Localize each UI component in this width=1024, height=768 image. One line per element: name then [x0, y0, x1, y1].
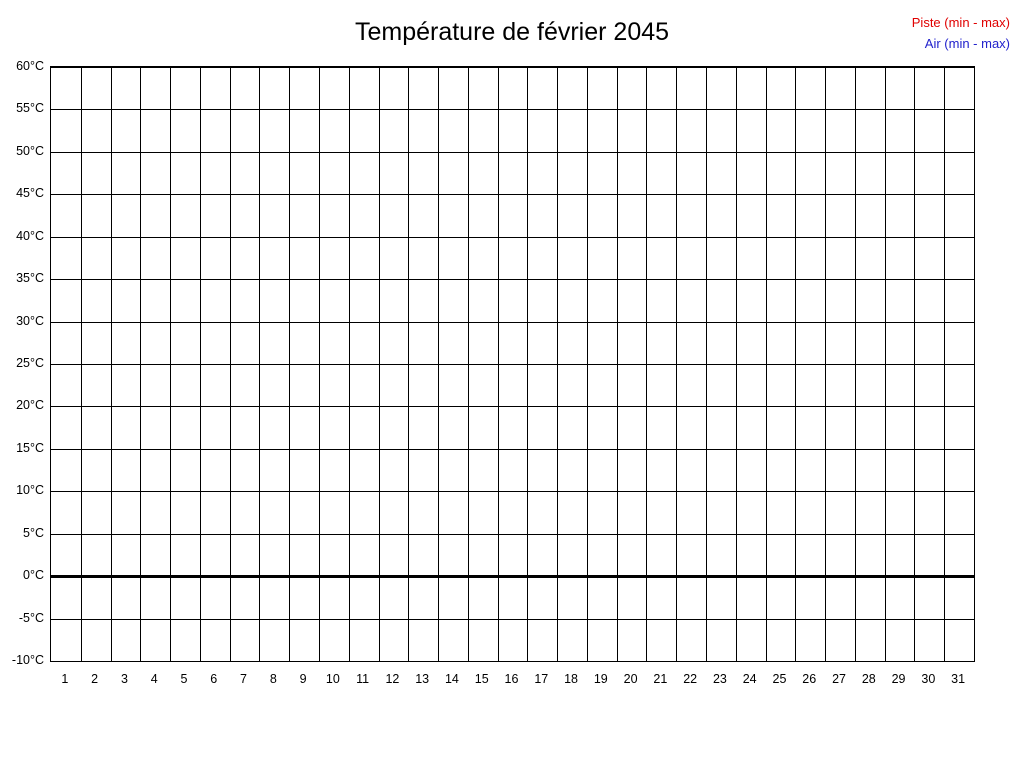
- y-axis-tick-label: 10°C: [16, 483, 44, 498]
- gridline-vertical: [855, 67, 856, 661]
- x-axis-tick-label: 2: [91, 672, 99, 686]
- x-axis-tick-label: 24: [742, 672, 757, 686]
- gridline-vertical: [944, 67, 945, 661]
- chart-title: Température de février 2045: [354, 18, 670, 46]
- x-axis-tick-label: 7: [240, 672, 248, 686]
- gridline-horizontal: [51, 619, 974, 620]
- y-axis-tick-label: 5°C: [23, 525, 44, 540]
- gridline-vertical: [349, 67, 350, 661]
- gridline-vertical: [289, 67, 290, 661]
- x-axis-tick-label: 12: [385, 672, 400, 686]
- gridline-horizontal: [51, 449, 974, 450]
- x-axis-tick-label: 21: [653, 672, 668, 686]
- x-axis-tick-label: 15: [474, 672, 489, 686]
- gridline-vertical: [319, 67, 320, 661]
- gridline-vertical: [408, 67, 409, 661]
- gridline-vertical: [557, 67, 558, 661]
- x-axis-tick-label: 4: [150, 672, 158, 686]
- y-axis-tick-label: 55°C: [16, 101, 44, 116]
- x-axis-tick-label: 30: [921, 672, 936, 686]
- gridline-vertical: [438, 67, 439, 661]
- gridline-vertical: [527, 67, 528, 661]
- x-axis-tick-label: 18: [564, 672, 578, 686]
- x-axis-tick-label: 26: [802, 672, 817, 686]
- gridline-vertical: [766, 67, 767, 661]
- gridline-vertical: [825, 67, 826, 661]
- y-axis-tick-label: 20°C: [16, 398, 44, 413]
- gridline-horizontal: [51, 237, 974, 238]
- y-axis-tick-label: 60°C: [16, 59, 44, 73]
- y-axis-tick-label: 30°C: [16, 313, 44, 328]
- y-axis-tick-label: 40°C: [16, 228, 44, 243]
- y-axis-tick-label: 15°C: [16, 440, 44, 455]
- x-axis-tick-label: 22: [683, 672, 698, 686]
- x-axis-tick-label: 8: [269, 672, 277, 686]
- legend-entry-piste: Piste (min - max): [911, 15, 1010, 30]
- x-axis-tick-label: 11: [356, 672, 370, 686]
- gridline-vertical: [81, 67, 82, 661]
- x-axis-tick-label: 17: [534, 672, 549, 686]
- x-axis-tick-label: 1: [61, 672, 69, 686]
- gridline-horizontal: [51, 194, 974, 195]
- y-axis-tick-label: 50°C: [16, 143, 44, 158]
- gridline-vertical: [795, 67, 796, 661]
- plot-area: [50, 66, 975, 662]
- x-axis-tick-label: 29: [891, 672, 906, 686]
- x-axis-labels: [50, 672, 975, 692]
- x-axis-tick-label: 31: [951, 672, 966, 686]
- gridline-horizontal: [51, 279, 974, 280]
- gridline-vertical: [379, 67, 380, 661]
- gridline-horizontal: [51, 67, 974, 68]
- gridline-vertical: [468, 67, 469, 661]
- gridline-vertical: [259, 67, 260, 661]
- gridline-horizontal: [51, 661, 974, 662]
- gridline-vertical: [111, 67, 112, 661]
- x-axis-tick-label: 19: [593, 672, 608, 686]
- x-axis-tick-label: 14: [444, 672, 459, 686]
- x-axis-tick-label: 16: [504, 672, 519, 686]
- gridline-horizontal: [51, 491, 974, 492]
- y-axis-tick-label: 25°C: [16, 356, 44, 370]
- x-axis-tick-label: 27: [832, 672, 846, 686]
- gridline-vertical: [676, 67, 677, 661]
- gridline-vertical: [498, 67, 499, 661]
- chart-legend: [912, 12, 1010, 54]
- gridline-horizontal: [51, 534, 974, 535]
- y-axis-tick-label: 35°C: [16, 271, 44, 286]
- x-axis-tick-label: 20: [623, 672, 638, 686]
- gridline-horizontal: [51, 109, 974, 110]
- gridline-vertical: [706, 67, 707, 661]
- y-axis-tick-label: -5°C: [18, 610, 44, 625]
- x-axis-tick-label: 9: [299, 672, 307, 686]
- x-axis-tick-label: 25: [772, 672, 787, 686]
- gridline-vertical: [200, 67, 201, 661]
- zero-line: [51, 575, 974, 578]
- gridline-horizontal: [51, 322, 974, 323]
- x-axis-tick-label: 5: [180, 672, 188, 686]
- x-axis-tick-label: 13: [415, 672, 430, 686]
- y-axis-tick-label: -10°C: [11, 653, 44, 667]
- gridline-vertical: [914, 67, 915, 661]
- x-axis-tick-label: 23: [712, 672, 727, 686]
- y-axis-tick-label: 45°C: [16, 186, 44, 201]
- gridline-vertical: [646, 67, 647, 661]
- gridline-vertical: [140, 67, 141, 661]
- x-axis-tick-label: 6: [210, 672, 218, 686]
- gridline-vertical: [230, 67, 231, 661]
- gridline-vertical: [587, 67, 588, 661]
- x-axis-tick-label: 3: [120, 672, 128, 686]
- y-axis-tick-label: 0°C: [23, 568, 44, 583]
- gridline-vertical: [617, 67, 618, 661]
- legend-entry-air: Air (min - max): [924, 36, 1010, 51]
- gridline-vertical: [736, 67, 737, 661]
- x-axis-tick-label: 10: [325, 672, 340, 686]
- gridline-horizontal: [51, 152, 974, 153]
- x-axis-tick-label: 28: [861, 672, 876, 686]
- y-axis-labels: [0, 59, 44, 667]
- gridline-vertical: [885, 67, 886, 661]
- gridline-horizontal: [51, 364, 974, 365]
- gridline-vertical: [170, 67, 171, 661]
- gridline-horizontal: [51, 406, 974, 407]
